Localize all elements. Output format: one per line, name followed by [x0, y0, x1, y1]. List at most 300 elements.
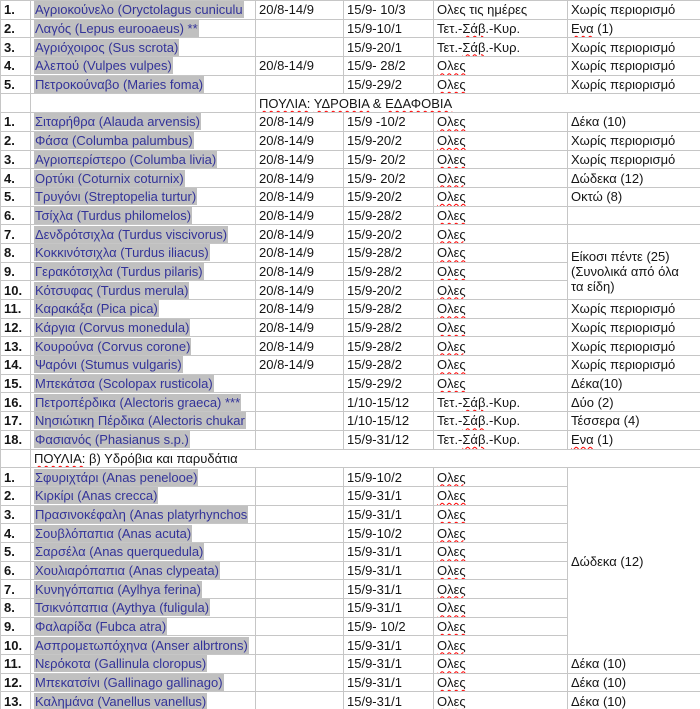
limit-cell[interactable]	[568, 374, 700, 393]
days-cell[interactable]	[434, 636, 568, 655]
limit-cell[interactable]	[568, 113, 700, 132]
period-main-cell[interactable]: 15/9-31/1	[344, 580, 434, 599]
species-cell[interactable]	[31, 468, 256, 487]
species-name: Σαρσέλα (Anas querquedula)	[35, 544, 204, 560]
period-aug-cell[interactable]	[256, 636, 344, 655]
row-number-cell[interactable]: 1.	[1, 468, 31, 487]
misspelled-text: Ολες	[437, 469, 466, 485]
period-aug-cell[interactable]	[256, 374, 344, 393]
species-cell[interactable]	[31, 94, 256, 113]
misspelled-text: Ολες	[437, 114, 466, 130]
period-aug-cell[interactable]: 20/8-14/9	[256, 262, 344, 281]
species-cell[interactable]	[31, 150, 256, 169]
period-aug-cell[interactable]: 20/8-14/9	[256, 169, 344, 188]
species-name: Αγριοπερίστερο (Columba livia)	[35, 151, 217, 167]
days-cell[interactable]	[434, 430, 568, 449]
cell-text: Τετ.-	[437, 21, 463, 37]
row-number-cell[interactable]: 3.	[1, 505, 31, 524]
days-cell[interactable]	[434, 692, 568, 709]
period-main-cell[interactable]: 1/10-15/12	[344, 393, 434, 412]
period-aug-cell[interactable]: 20/8-14/9	[256, 281, 344, 300]
row-number-cell[interactable]: 11.	[1, 655, 31, 674]
period-aug-cell[interactable]	[256, 580, 344, 599]
misspelled-text: Ολες	[437, 77, 466, 93]
period-aug-cell[interactable]: 20/8-14/9	[256, 225, 344, 244]
species-name: Κυνηγόπαπια (Aylhya ferina)	[35, 581, 201, 597]
days-cell[interactable]	[434, 374, 568, 393]
days-cell[interactable]	[434, 486, 568, 505]
cell-text: Χωρίς περιορισμό	[571, 357, 676, 373]
period-main-cell[interactable]: 15/9-28/2	[344, 318, 434, 337]
row-number-cell[interactable]: 12.	[1, 318, 31, 337]
cell-text: Χωρίς περιορισμό	[571, 320, 676, 336]
limit-cell[interactable]	[568, 673, 700, 692]
misspelled-text: Ολες	[437, 562, 466, 578]
section-header-row	[1, 94, 700, 113]
species-row	[1, 412, 700, 431]
species-cell[interactable]	[31, 169, 256, 188]
days-cell[interactable]	[434, 337, 568, 356]
period-aug-cell[interactable]	[256, 692, 344, 709]
limit-cell[interactable]	[568, 75, 700, 94]
cell-text: β) Υδρόβια και παρυδάτια	[85, 450, 238, 466]
row-number-cell[interactable]	[1, 94, 31, 113]
period-main-cell[interactable]: 15/9-10/1	[344, 19, 434, 38]
limit-cell[interactable]	[568, 430, 700, 449]
cell-text: Τετ.-	[437, 394, 463, 410]
period-aug-cell[interactable]	[256, 655, 344, 674]
days-cell[interactable]	[434, 150, 568, 169]
species-name: Ψαρόνι (Stumus vulgaris)	[35, 357, 182, 373]
row-number-cell[interactable]: 12.	[1, 673, 31, 692]
misspelled-text: Ολες	[437, 600, 466, 616]
period-aug-cell[interactable]: 20/8-14/9	[256, 337, 344, 356]
period-aug-cell[interactable]	[256, 468, 344, 487]
period-main-cell[interactable]: 15/9-28/2	[344, 300, 434, 319]
period-main-cell[interactable]: 15/9- 20/2	[344, 169, 434, 188]
period-aug-cell[interactable]	[256, 561, 344, 580]
period-aug-cell[interactable]	[256, 542, 344, 561]
misspelled-text: Ολες	[437, 263, 466, 279]
species-row	[1, 38, 700, 57]
row-number-cell[interactable]	[1, 449, 31, 468]
species-name: Πετροκούναβο (Maries foma)	[35, 77, 204, 93]
misspelled-text: Ολες	[437, 170, 466, 186]
species-cell[interactable]	[31, 617, 256, 636]
period-aug-cell[interactable]	[256, 393, 344, 412]
limit-text-line: τα είδη)	[571, 278, 615, 294]
period-aug-cell[interactable]: 20/8-14/9	[256, 131, 344, 150]
species-cell[interactable]	[31, 243, 256, 262]
row-number-cell[interactable]: 4.	[1, 524, 31, 543]
period-main-cell[interactable]: 15/9-28/2	[344, 206, 434, 225]
limit-cell[interactable]	[568, 38, 700, 57]
period-aug-cell[interactable]	[256, 38, 344, 57]
row-number-cell[interactable]: 13.	[1, 337, 31, 356]
period-aug-cell[interactable]: 20/8-14/9	[256, 356, 344, 375]
period-main-cell[interactable]: 15/9- 10/2	[344, 617, 434, 636]
misspelled-text: Ολες	[437, 301, 466, 317]
days-cell[interactable]	[434, 75, 568, 94]
period-main-cell[interactable]: 15/9-31/1	[344, 542, 434, 561]
period-aug-cell[interactable]	[256, 19, 344, 38]
species-cell[interactable]	[31, 337, 256, 356]
species-cell[interactable]	[31, 19, 256, 38]
misspelled-text: Ολες	[437, 207, 466, 223]
period-aug-cell[interactable]	[256, 505, 344, 524]
row-number-cell[interactable]: 1.	[1, 1, 31, 20]
species-cell[interactable]	[31, 430, 256, 449]
row-number-cell[interactable]: 10.	[1, 281, 31, 300]
cell-text: Χωρίς περιορισμό	[571, 39, 676, 55]
period-main-cell[interactable]: 15/9-31/1	[344, 673, 434, 692]
period-main-cell[interactable]: 15/9- 10/3	[344, 1, 434, 20]
limit-cell[interactable]	[568, 692, 700, 709]
cell-text: .-Κυρ.	[485, 432, 521, 448]
species-cell[interactable]	[31, 673, 256, 692]
row-number-cell[interactable]: 2.	[1, 19, 31, 38]
row-number-cell[interactable]: 10.	[1, 636, 31, 655]
row-number-cell[interactable]: 16.	[1, 393, 31, 412]
period-aug-cell[interactable]: 20/8-14/9	[256, 300, 344, 319]
limit-cell[interactable]	[568, 150, 700, 169]
row-number-cell[interactable]: 7.	[1, 580, 31, 599]
section-title-cell[interactable]	[31, 449, 700, 468]
row-number-cell[interactable]: 14.	[1, 356, 31, 375]
misspelled-text: Ολες	[437, 245, 466, 261]
species-name: Ασπρομετωπόχηνα (Anser albrtrons)	[35, 637, 248, 653]
cell-text: (1)	[593, 432, 614, 448]
days-cell[interactable]	[434, 169, 568, 188]
row-number-cell[interactable]: 6.	[1, 206, 31, 225]
period-main-cell[interactable]: 15/9-31/1	[344, 505, 434, 524]
species-cell[interactable]	[31, 187, 256, 206]
period-aug-cell[interactable]	[256, 599, 344, 618]
species-name: Σφυριχτάρι (Anas penelooe)	[35, 469, 198, 485]
period-aug-cell[interactable]	[256, 430, 344, 449]
days-cell[interactable]	[434, 617, 568, 636]
period-main-cell[interactable]: 15/9-10/2	[344, 468, 434, 487]
limit-text-line: Είκοσι πέντε (25)	[571, 248, 670, 264]
cell-text: Χωρίς περιορισμό	[571, 151, 676, 167]
species-name: Καρακάξα (Pica pica)	[35, 301, 158, 317]
row-number-cell[interactable]: 4.	[1, 169, 31, 188]
cell-text: Τέσσερα (4)	[571, 413, 640, 429]
species-name: Πρασινοκέφαλη (Anas platyrhynchos	[35, 506, 248, 522]
days-cell[interactable]	[434, 206, 568, 225]
misspelled-text: Ολες	[437, 189, 466, 205]
period-aug-cell[interactable]: 20/8-14/9	[256, 243, 344, 262]
period-main-cell[interactable]: 15/9-28/2	[344, 337, 434, 356]
species-cell[interactable]	[31, 131, 256, 150]
days-cell[interactable]	[434, 580, 568, 599]
days-cell[interactable]	[434, 561, 568, 580]
row-number-cell[interactable]: 3.	[1, 38, 31, 57]
species-cell[interactable]	[31, 692, 256, 709]
row-number-cell[interactable]: 1.	[1, 113, 31, 132]
row-number-cell[interactable]: 11.	[1, 300, 31, 319]
species-cell[interactable]	[31, 393, 256, 412]
limit-cell[interactable]	[568, 169, 700, 188]
species-cell[interactable]	[31, 599, 256, 618]
limit-cell[interactable]	[568, 206, 700, 225]
species-name: Τσικνόπαπια (Aythya (fuligula)	[35, 600, 210, 616]
period-aug-cell[interactable]	[256, 412, 344, 431]
misspelled-text: Ολες	[437, 525, 466, 541]
species-name: Φάσα (Columba palumbus)	[35, 133, 193, 149]
period-aug-cell[interactable]: 20/8-14/9	[256, 150, 344, 169]
misspelled-text: Ολες	[437, 581, 466, 597]
species-cell[interactable]	[31, 262, 256, 281]
period-main-cell[interactable]: 15/9-20/2	[344, 225, 434, 244]
species-cell[interactable]	[31, 281, 256, 300]
species-cell[interactable]	[31, 57, 256, 76]
period-main-cell[interactable]: 15/9- 28/2	[344, 57, 434, 76]
species-name: Νερόκοτα (Gallinula cloropus)	[35, 656, 207, 672]
species-cell[interactable]	[31, 300, 256, 319]
limit-cell[interactable]	[568, 356, 700, 375]
misspelled-text: Ολες	[437, 506, 466, 522]
period-main-cell[interactable]: 15/9-31/1	[344, 692, 434, 709]
species-name: Σουβλόπαπια (Anas acuta)	[35, 525, 192, 541]
limit-cell[interactable]	[568, 412, 700, 431]
species-name: Ορτύκι (Coturnix coturnix)	[35, 170, 184, 186]
species-row	[1, 1, 700, 20]
species-name: Αλεπού (Vulpes vulpes)	[35, 58, 172, 74]
row-number-cell[interactable]: 9.	[1, 262, 31, 281]
row-number-cell[interactable]: 4.	[1, 57, 31, 76]
cell-text: &	[369, 95, 386, 111]
period-main-cell[interactable]: 15/9-29/2	[344, 75, 434, 94]
misspelled-text: Ολες	[437, 376, 466, 392]
period-aug-cell[interactable]	[256, 617, 344, 636]
species-name: Νησιώτικη Πέρδικα (Alectoris chukar	[35, 413, 245, 429]
period-main-cell[interactable]: 15/9-20/2	[344, 187, 434, 206]
days-cell[interactable]	[434, 524, 568, 543]
row-number-cell[interactable]: 7.	[1, 225, 31, 244]
limit-cell[interactable]	[568, 393, 700, 412]
days-cell[interactable]	[434, 356, 568, 375]
species-name: Δενδρότσιχλα (Turdus viscivorus)	[35, 226, 228, 242]
row-number-cell[interactable]: 3.	[1, 150, 31, 169]
period-aug-cell[interactable]: 20/8-14/9	[256, 206, 344, 225]
days-cell[interactable]	[434, 655, 568, 674]
days-cell[interactable]	[434, 468, 568, 487]
period-main-cell[interactable]: 15/9-29/2	[344, 374, 434, 393]
row-number-cell[interactable]: 6.	[1, 561, 31, 580]
row-number-cell[interactable]: 13.	[1, 692, 31, 709]
period-aug-cell[interactable]	[256, 75, 344, 94]
limit-text-line: (Συνολικά από όλα	[571, 263, 679, 279]
species-cell[interactable]	[31, 486, 256, 505]
species-cell[interactable]	[31, 38, 256, 57]
days-cell[interactable]	[434, 19, 568, 38]
days-cell[interactable]	[434, 300, 568, 319]
days-cell[interactable]	[434, 393, 568, 412]
period-aug-cell[interactable]: 20/8-14/9	[256, 187, 344, 206]
section-title-cell[interactable]	[256, 94, 700, 113]
misspelled-text: Ολες	[437, 488, 466, 504]
species-row	[1, 187, 700, 206]
period-main-cell[interactable]: 15/9-31/1	[344, 655, 434, 674]
days-cell[interactable]	[434, 599, 568, 618]
period-main-cell[interactable]: 15/9-31/1	[344, 636, 434, 655]
days-cell[interactable]	[434, 131, 568, 150]
species-row	[1, 374, 700, 393]
period-aug-cell[interactable]	[256, 673, 344, 692]
days-cell[interactable]	[434, 243, 568, 262]
species-cell[interactable]	[31, 412, 256, 431]
days-cell[interactable]	[434, 38, 568, 57]
misspelled-text: Ολες	[437, 544, 466, 560]
days-cell[interactable]	[434, 225, 568, 244]
misspelled-text: Ολες	[437, 58, 466, 74]
row-number-cell[interactable]: 18.	[1, 430, 31, 449]
misspelled-text: Ολες	[437, 619, 466, 635]
species-row	[1, 337, 700, 356]
period-main-cell[interactable]: 1/10-15/12	[344, 412, 434, 431]
misspelled-text: ΠΟΥΛΙΑ:	[259, 95, 311, 111]
species-row	[1, 673, 700, 692]
limit-cell[interactable]	[568, 300, 700, 319]
period-main-cell[interactable]: 15/9-20/2	[344, 131, 434, 150]
species-name: Τρυγόνι (Streptopelia turtur)	[35, 189, 197, 205]
period-main-cell[interactable]: 15/9-31/1	[344, 561, 434, 580]
row-number-cell[interactable]: 9.	[1, 617, 31, 636]
species-cell[interactable]	[31, 318, 256, 337]
period-main-cell[interactable]: 15/9-20/2	[344, 281, 434, 300]
cell-text: Οκτώ (8)	[571, 189, 623, 205]
row-number-cell[interactable]: 15.	[1, 374, 31, 393]
cell-text: Δέκα (10)	[571, 675, 627, 691]
limit-cell[interactable]	[568, 318, 700, 337]
period-main-cell[interactable]: 15/9-28/2	[344, 243, 434, 262]
species-row	[1, 692, 700, 709]
species-row	[1, 300, 700, 319]
period-main-cell[interactable]: 15/9 -10/2	[344, 113, 434, 132]
period-main-cell[interactable]: 15/9-28/2	[344, 262, 434, 281]
species-cell[interactable]	[31, 505, 256, 524]
days-cell[interactable]	[434, 187, 568, 206]
species-cell[interactable]	[31, 636, 256, 655]
days-cell[interactable]	[434, 505, 568, 524]
species-cell[interactable]	[31, 75, 256, 94]
days-cell[interactable]	[434, 113, 568, 132]
limit-cell[interactable]	[568, 131, 700, 150]
period-aug-cell[interactable]: 20/8-14/9	[256, 318, 344, 337]
period-main-cell[interactable]: 15/9-20/1	[344, 38, 434, 57]
row-number-cell[interactable]: 17.	[1, 412, 31, 431]
misspelled-text: ΠΟΥΛΙΑ:	[34, 450, 86, 466]
period-main-cell[interactable]: 15/9- 20/2	[344, 150, 434, 169]
species-cell[interactable]	[31, 225, 256, 244]
cell-text: Χωρίς περιορισμό	[571, 301, 676, 317]
limit-cell[interactable]	[568, 468, 700, 655]
limit-cell[interactable]	[568, 655, 700, 674]
limit-cell[interactable]	[568, 187, 700, 206]
species-name: Μπεκάτσα (Scolopax rusticola)	[35, 376, 213, 392]
row-number-cell[interactable]: 5.	[1, 75, 31, 94]
cell-text: (1)	[593, 21, 614, 37]
period-aug-cell[interactable]	[256, 524, 344, 543]
period-main-cell[interactable]: 15/9-31/1	[344, 599, 434, 618]
row-number-cell[interactable]: 2.	[1, 486, 31, 505]
species-cell[interactable]	[31, 113, 256, 132]
species-cell[interactable]	[31, 374, 256, 393]
cell-text: .-Κυρ.	[485, 39, 521, 55]
days-cell[interactable]	[434, 1, 568, 20]
period-aug-cell[interactable]	[256, 486, 344, 505]
limit-cell[interactable]	[568, 225, 700, 244]
species-row	[1, 225, 700, 244]
misspelled-text: ΥΔΡΟΒΙΑ	[313, 95, 370, 111]
limit-cell[interactable]	[568, 337, 700, 356]
species-cell[interactable]	[31, 356, 256, 375]
cell-text: .-Κυρ.	[485, 394, 521, 410]
period-aug-cell[interactable]: 20/8-14/9	[256, 1, 344, 20]
cell-text: Ολες τις ημέρες	[437, 2, 528, 18]
days-cell[interactable]	[434, 542, 568, 561]
cell-text: Δύο (2)	[571, 394, 614, 410]
days-cell[interactable]	[434, 318, 568, 337]
period-main-cell[interactable]: 15/9-10/2	[344, 524, 434, 543]
species-row	[1, 57, 700, 76]
row-number-cell[interactable]: 2.	[1, 131, 31, 150]
species-row	[1, 75, 700, 94]
limit-cell[interactable]	[568, 243, 700, 299]
limit-cell[interactable]	[568, 1, 700, 20]
days-cell[interactable]	[434, 673, 568, 692]
species-cell[interactable]	[31, 206, 256, 225]
limit-cell[interactable]	[568, 19, 700, 38]
species-row	[1, 113, 700, 132]
row-number-cell[interactable]: 8.	[1, 243, 31, 262]
species-row	[1, 19, 700, 38]
species-cell[interactable]	[31, 1, 256, 20]
species-name: Τσίχλα (Turdus philomelos)	[35, 207, 192, 223]
misspelled-text: Ολες	[437, 226, 466, 242]
cell-text: Δέκα (10)	[571, 114, 627, 130]
misspelled-text: Ολες	[437, 637, 466, 653]
row-number-cell[interactable]: 5.	[1, 187, 31, 206]
species-cell[interactable]	[31, 655, 256, 674]
species-name: Κάργια (Corvus monedula)	[35, 320, 190, 336]
period-main-cell[interactable]: 15/9-31/12	[344, 430, 434, 449]
row-number-cell[interactable]: 5.	[1, 542, 31, 561]
days-cell[interactable]	[434, 412, 568, 431]
species-cell[interactable]	[31, 524, 256, 543]
days-cell[interactable]	[434, 262, 568, 281]
species-cell[interactable]	[31, 561, 256, 580]
misspelled-text: Σάβ	[462, 394, 486, 410]
species-cell[interactable]	[31, 542, 256, 561]
species-row	[1, 393, 700, 412]
period-aug-cell[interactable]: 20/8-14/9	[256, 57, 344, 76]
cell-text: .-Κυρ.	[485, 413, 521, 429]
days-cell[interactable]	[434, 281, 568, 300]
species-row	[1, 243, 700, 262]
period-main-cell[interactable]: 15/9-28/2	[344, 356, 434, 375]
period-aug-cell[interactable]: 20/8-14/9	[256, 113, 344, 132]
misspelled-text: Σάβ	[462, 413, 486, 429]
species-cell[interactable]	[31, 580, 256, 599]
species-row	[1, 356, 700, 375]
period-main-cell[interactable]: 15/9-31/1	[344, 486, 434, 505]
days-cell[interactable]	[434, 57, 568, 76]
limit-cell[interactable]	[568, 57, 700, 76]
cell-text: Δέκα (10)	[571, 693, 627, 709]
row-number-cell[interactable]: 8.	[1, 599, 31, 618]
